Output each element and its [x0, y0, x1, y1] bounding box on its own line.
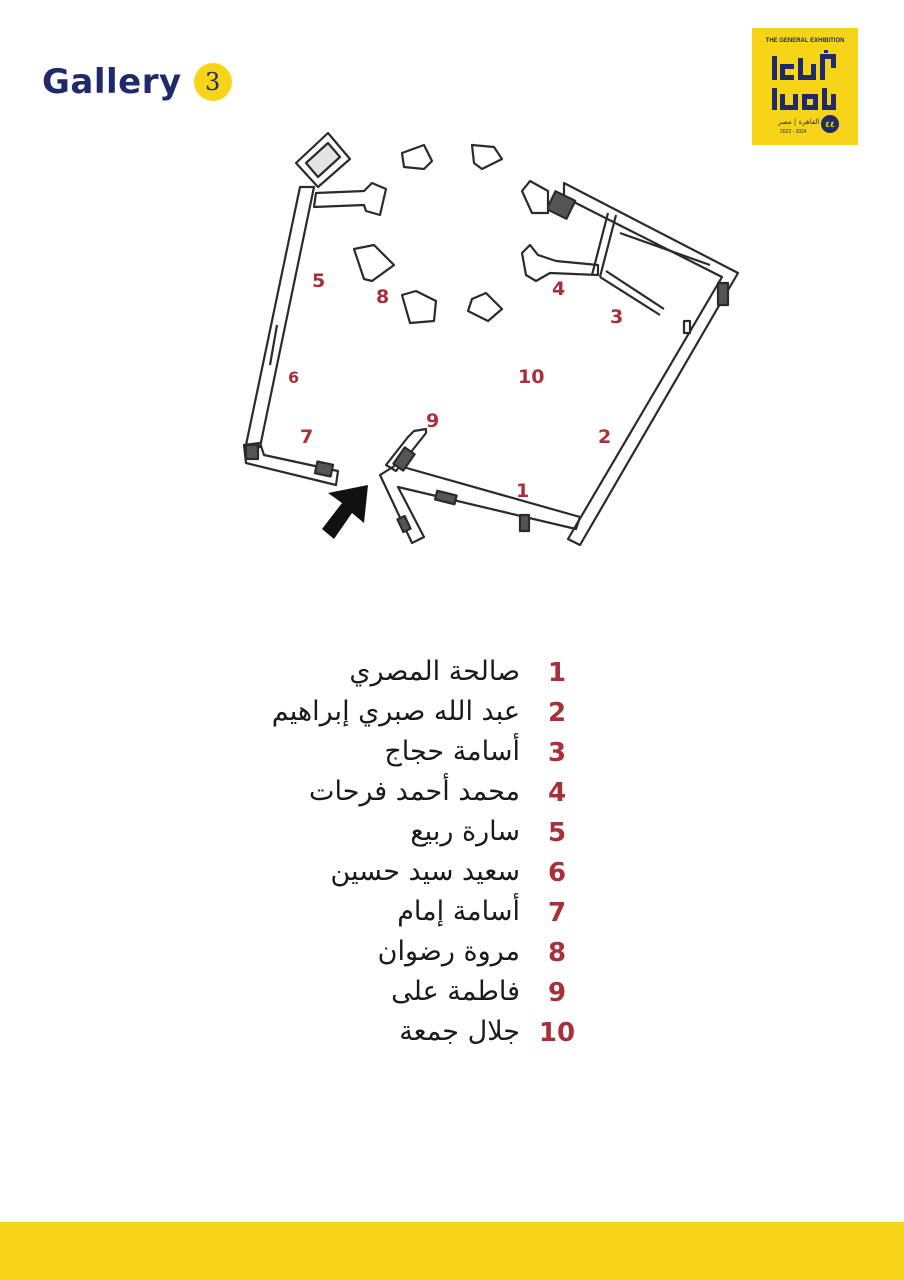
legend-row	[0, 856, 904, 896]
plan-label-1: 1	[516, 480, 530, 502]
legend-number: 7	[547, 898, 567, 928]
legend-row	[0, 896, 904, 936]
plan-label-4: 4	[552, 278, 566, 300]
plan-label-8: 8	[376, 286, 390, 308]
entrance-right-wall	[380, 465, 580, 543]
plinth-right-upper	[522, 181, 548, 213]
logo-city-text: القاهرة | مصر	[778, 118, 820, 126]
plan-label-2: 2	[598, 426, 612, 448]
legend-artist-name: أسامة حجاج	[384, 736, 520, 767]
footer-bar	[0, 1222, 904, 1280]
page-title	[42, 62, 232, 102]
gallery-number-badge: 3	[194, 63, 232, 101]
floor-plan	[230, 125, 750, 555]
legend-number: 10	[538, 1018, 576, 1048]
plan-label-10: 10	[518, 366, 545, 388]
left-wall	[246, 187, 314, 447]
plinth-bottom-left	[402, 291, 436, 323]
legend-number: 5	[547, 818, 567, 848]
left-partition	[314, 183, 386, 215]
legend-number: 9	[547, 978, 567, 1008]
plinth-top-left	[402, 145, 432, 169]
legend-number: 8	[547, 938, 567, 968]
right-wall	[564, 183, 738, 545]
legend-number: 2	[547, 698, 567, 728]
exhibition-logo	[752, 28, 858, 145]
legend-row	[0, 976, 904, 1016]
legend-row	[0, 776, 904, 816]
legend-number: 4	[547, 778, 567, 808]
legend-row	[0, 736, 904, 776]
partition-4	[522, 245, 598, 281]
gallery-label: Gallery	[42, 62, 182, 102]
legend-number: 3	[547, 738, 567, 768]
legend-artist-name: صالحة المصري	[349, 656, 520, 687]
legend-artist-name: سارة ربيع	[410, 816, 520, 847]
arrow-up-right-icon	[322, 485, 368, 539]
logo-years-text: 2023 - 2024	[780, 129, 807, 135]
bottom-left-wall	[244, 443, 338, 485]
plan-label-9: 9	[426, 410, 440, 432]
legend-number: 6	[547, 858, 567, 888]
legend-artist-name: مروة رضوان	[377, 936, 520, 967]
plinth-left	[354, 245, 394, 281]
legend-row	[0, 816, 904, 856]
logo-top-text: THE GENERAL EXHIBITION	[765, 38, 845, 44]
plan-label-3: 3	[610, 306, 624, 328]
top-left-cabinet	[296, 133, 350, 187]
legend-row	[0, 656, 904, 696]
legend-artist-name: فاطمة على	[391, 976, 520, 1007]
legend-artist-name: سعيد سيد حسين	[330, 856, 520, 887]
legend-row	[0, 696, 904, 736]
legend-artist-name: محمد أحمد فرحات	[309, 776, 520, 807]
legend-row	[0, 1016, 904, 1056]
plan-label-7: 7	[300, 426, 314, 448]
logo-edition-badge: ٤٤	[821, 115, 839, 133]
legend-artist-name: أسامة إمام	[397, 896, 520, 927]
logo-mark	[770, 50, 840, 114]
right-top-cabinet	[547, 191, 576, 219]
legend-artist-name: جلال جمعة	[399, 1016, 520, 1047]
legend-artist-name: عبد الله صبري إبراهيم	[271, 696, 520, 727]
plan-label-5: 5	[312, 270, 326, 292]
plinth-bottom-right	[468, 293, 502, 321]
plan-label-6: 6	[288, 368, 300, 387]
legend-row	[0, 936, 904, 976]
partition-9	[386, 429, 426, 471]
legend-number: 1	[547, 658, 567, 688]
plinth-top-right	[472, 145, 502, 169]
